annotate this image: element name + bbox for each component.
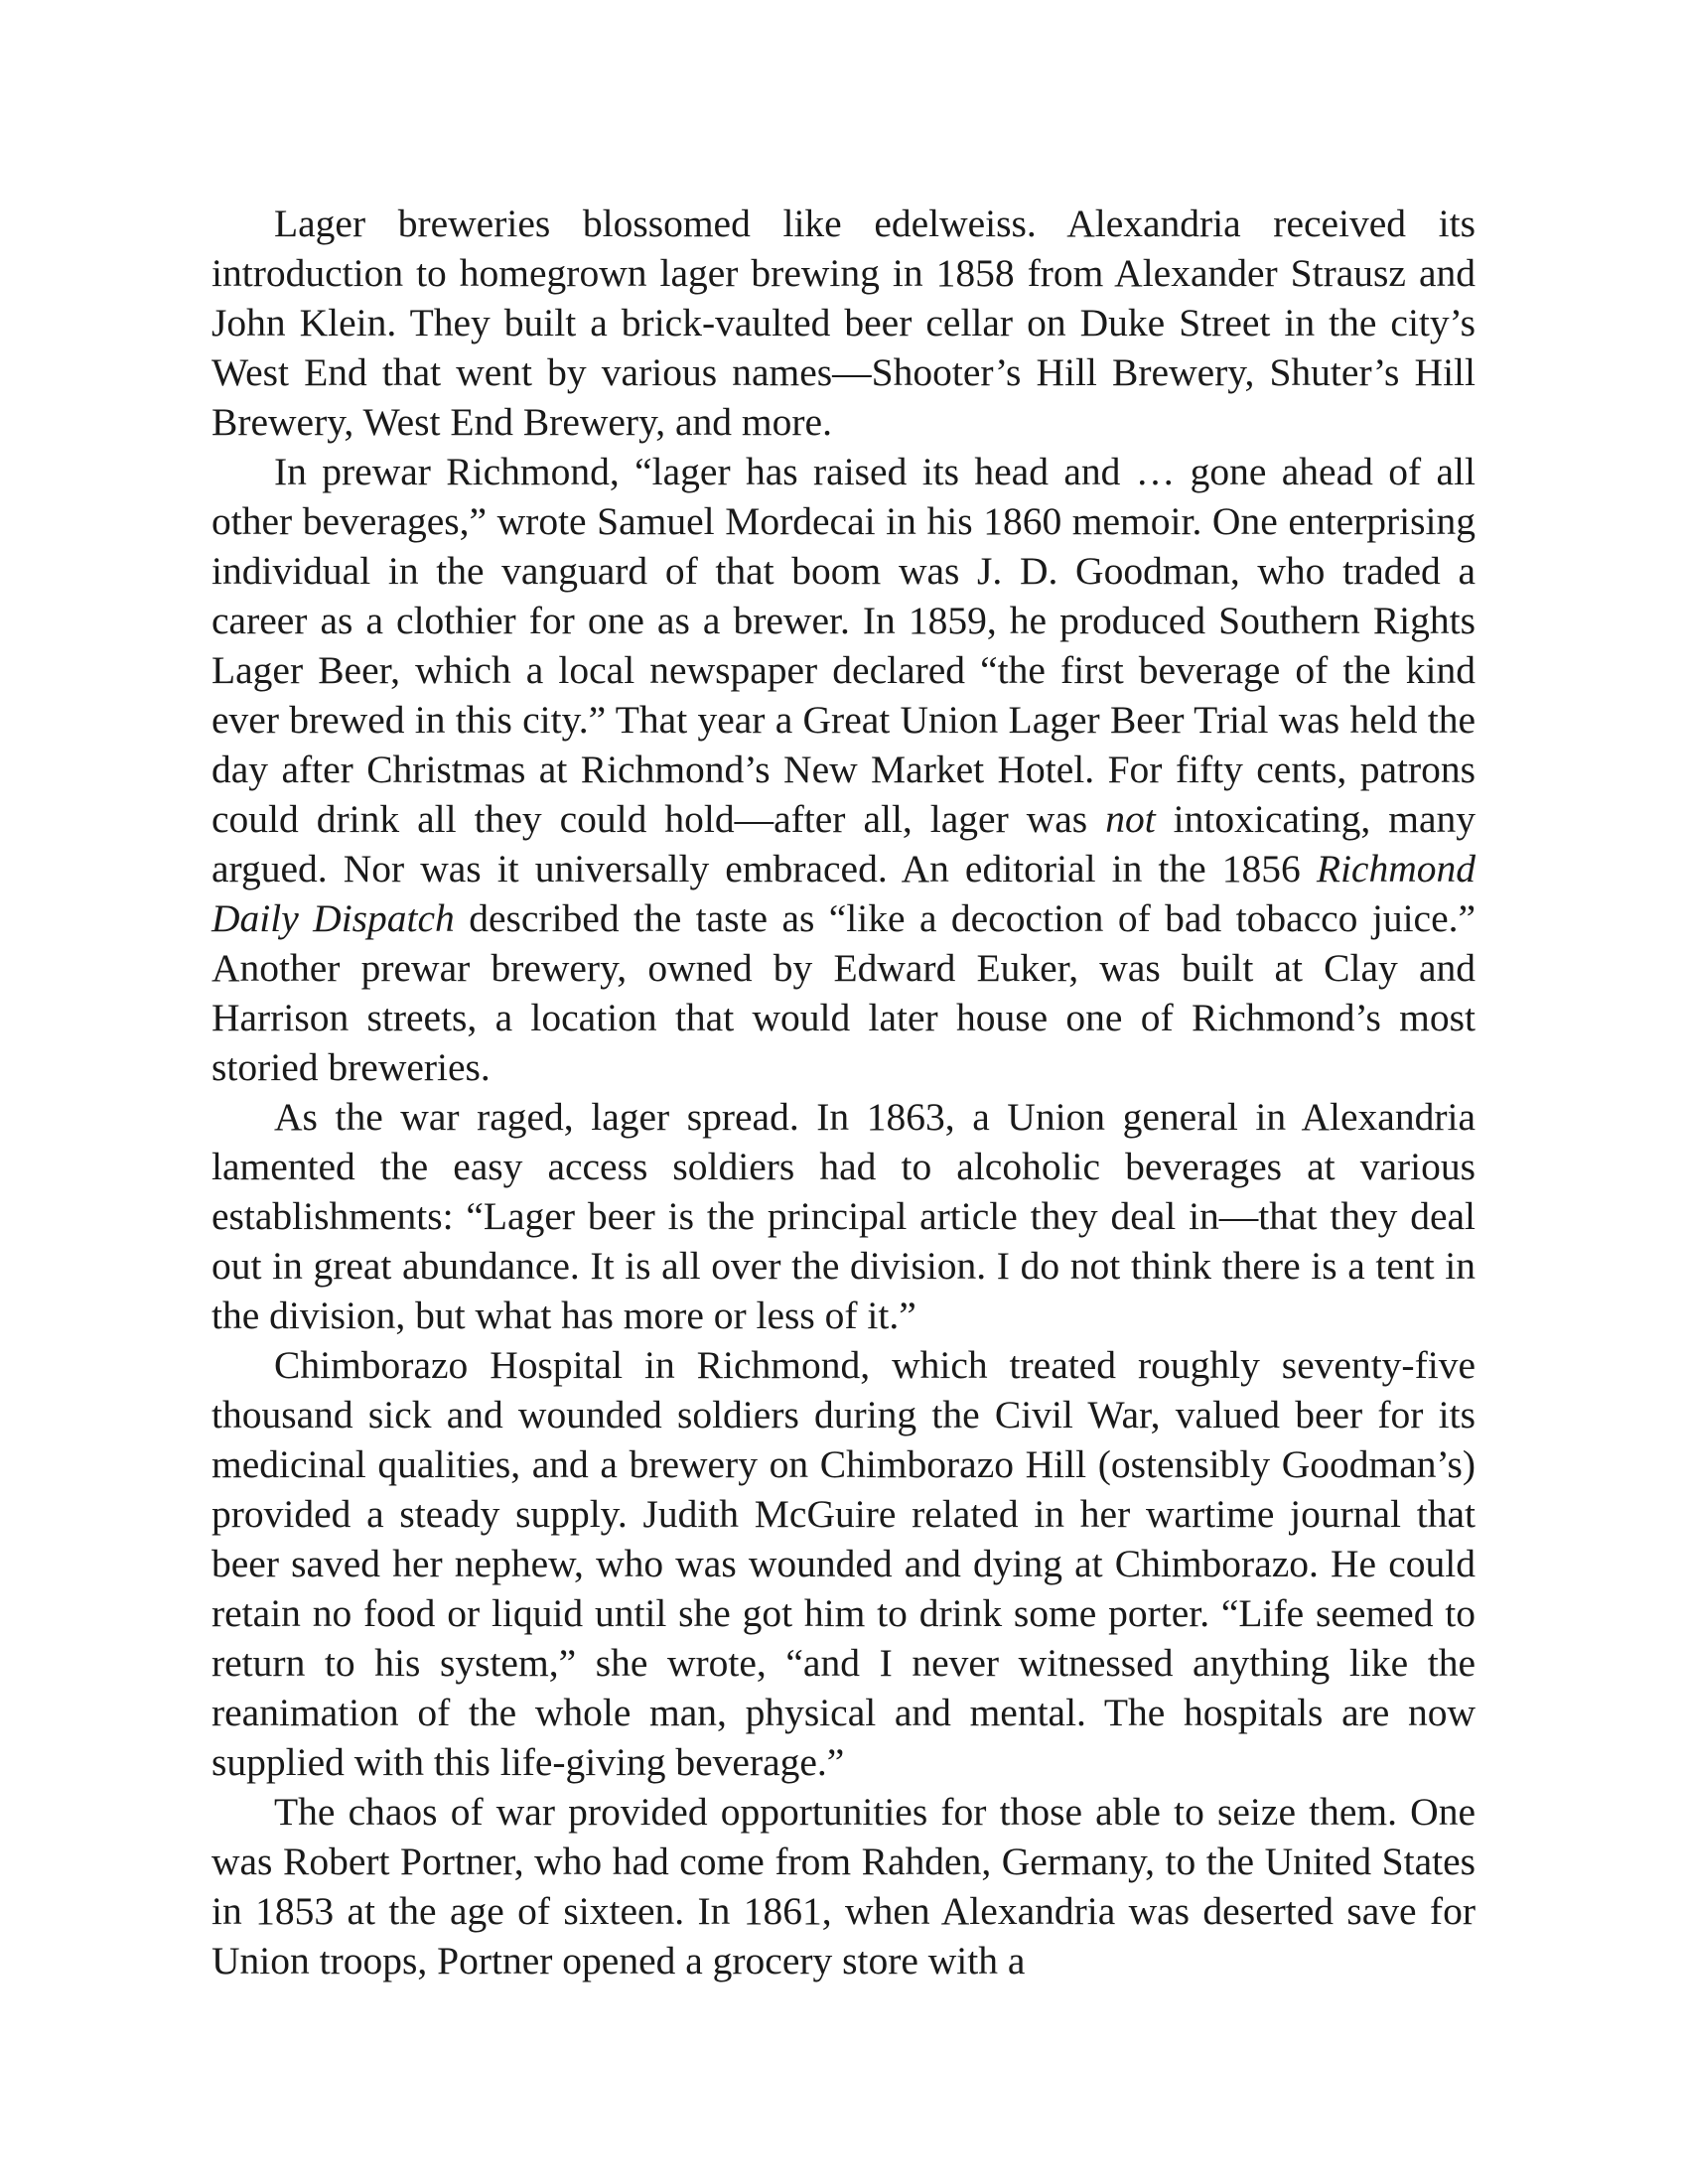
paragraph-text: intoxicating, many argued. Nor was it universally embraced. An editorial in the 1856 bbox=[211, 797, 1476, 890]
paragraph-text: described the taste as “like a decoction of bad tobacco juice.” Another prewar brewery, owned by Edward Euker, was built at Clay and Harrison streets, a location that would later house one of Richmond’s most storied breweries. bbox=[211, 896, 1477, 1089]
page-body bbox=[211, 199, 1476, 1985]
newspaper-title: Richmond Daily Dispatch bbox=[211, 847, 1476, 940]
italic-emphasis: not bbox=[1105, 797, 1156, 841]
paragraph-war-raged bbox=[211, 1092, 1476, 1340]
paragraph-lager-breweries bbox=[211, 199, 1476, 447]
paragraph-text: The chaos of war provided opportunities for those able to seize them. One was Robert Portner, who had come from Rahden, Germany, to the United States in 1853 at the age of sixteen. In 1861, when Alexandria was deserted save for Union troops, Portner opened a grocery store with a bbox=[211, 1790, 1476, 1982]
paragraph-text: As the war raged, lager spread. In 1863, a Union general in Alexandria lamented the easy access soldiers had to alcoholic beverages at various establishments: “Lager beer is the principal article they deal in—that they deal out in great abundance. It is all over the division. I do not think there is a tent in the division, but what has more or less of it.” bbox=[211, 1095, 1476, 1337]
paragraph-text: Lager breweries blossomed like edelweiss. Alexandria received its introduction to homegrown lager brewing in 1858 from Alexander Strausz and John Klein. They built a brick-vaulted beer cellar on Duke Street in the city’s West End that went by various names—Shooter’s Hill Brewery, Shuter’s Hill Brewery, West End Brewery, and more. bbox=[211, 202, 1476, 444]
paragraph-prewar-richmond bbox=[211, 447, 1476, 1092]
paragraph-chimborazo-hospital bbox=[211, 1340, 1476, 1787]
paragraph-text: Chimborazo Hospital in Richmond, which treated roughly seventy-five thousand sick and wounded soldiers during the Civil War, valued beer for its medicinal qualities, and a brewery on Chimborazo Hill (ostensibly Goodman’s) provided a steady supply. Judith McGuire related in her wartime journal that beer saved her nephew, who was wounded and dying at Chimborazo. He could retain no food or liquid until she got him to drink some porter. “Life seemed to return to his system,” she wrote, “and I never witnessed anything like the reanimation of the whole man, physical and mental. The hospitals are now supplied with this life-giving beverage.” bbox=[211, 1343, 1476, 1784]
paragraph-chaos-of-war bbox=[211, 1787, 1476, 1985]
paragraph-text: In prewar Richmond, “lager has raised its head and … gone ahead of all other beverages,” wrote Samuel Mordecai in his 1860 memoir. One enterprising individual in the vanguard of that boom was J. D. Goodman, who traded a career as a clothier for one as a brewer. In 1859, he produced Southern Rights Lager Beer, which a local newspaper declared “the first beverage of the kind ever brewed in this city.” That year a Great Union Lager Beer Trial was held the day after Christmas at Richmond’s New Market Hotel. For fifty cents, patrons could drink all they could hold—after all, lager was bbox=[211, 450, 1476, 841]
